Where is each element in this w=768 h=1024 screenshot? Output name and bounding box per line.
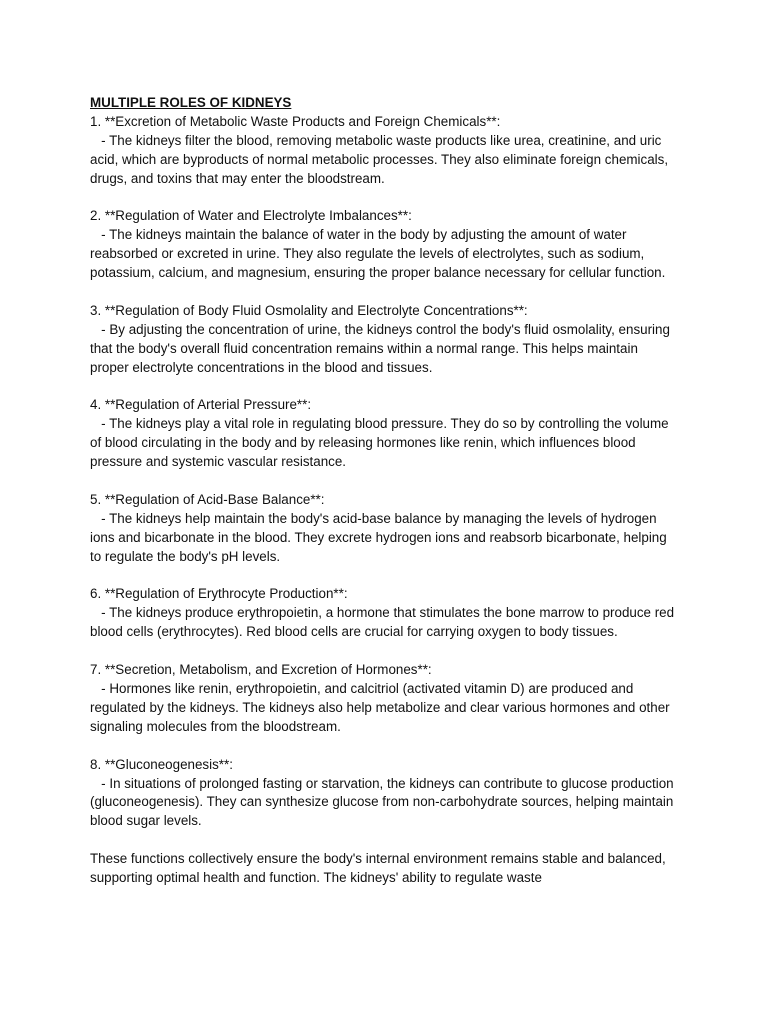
section-body: - The kidneys maintain the balance of water in the body by adjusting the amount of water reabsorbed or excreted in urine. They also regulate the levels of electrolytes, such as sodium, potassium, calcium, and magnesium, ensuring the proper balance necessary for cellular function. [90, 227, 666, 281]
section-body: - The kidneys play a vital role in regulating blood pressure. They do so by controlling the volume of blood circulating in the body and by releasing hormones like renin, which influences blood pressure and systemic vascular resistance. [90, 416, 673, 470]
section-heading: 4. **Regulation of Arterial Pressure**: [90, 397, 312, 413]
section-hormones [90, 661, 680, 737]
section-water-electrolyte [90, 207, 680, 283]
section-heading: 3. **Regulation of Body Fluid Osmolality and Electrolyte Concentrations**: [90, 302, 528, 318]
section-erythrocyte [90, 585, 680, 642]
section-arterial-pressure [90, 396, 680, 472]
section-body: - Hormones like renin, erythropoietin, and calcitriol (activated vitamin D) are produced and regulated by the kidneys. The kidneys also help metabolize and clear various hormones and other signaling molecules from the bloodstream. [90, 681, 674, 734]
section-heading: 2. **Regulation of Water and Electrolyte Imbalances**: [90, 208, 412, 224]
document-page [90, 94, 680, 888]
section-heading: 5. **Regulation of Acid-Base Balance**: [90, 491, 325, 507]
section-body: - The kidneys help maintain the body's acid-base balance by managing the levels of hydrogen ions and bicarbonate in the blood. They excrete hydrogen ions and reabsorb bicarbonate, helping to regulate the body's pH levels. [90, 510, 671, 564]
section-body: - The kidneys produce erythropoietin, a hormone that stimulates the bone marrow to produce red blood cells (erythrocytes). Red blood cells are crucial for carrying oxygen to body tissues. [90, 605, 678, 640]
section-heading: 6. **Regulation of Erythrocyte Production**: [90, 586, 348, 602]
section-acid-base [90, 491, 680, 567]
section-body: - In situations of prolonged fasting or starvation, the kidneys can contribute to glucose production (gluconeogenesis). They can synthesize glucose from non-carbohydrate sources, helping maintain blood sugar levels. [90, 775, 678, 829]
section-heading: 7. **Secretion, Metabolism, and Excretion of Hormones**: [90, 662, 432, 678]
section-excretion [90, 113, 680, 189]
section-osmolality [90, 302, 680, 378]
section-gluconeogenesis [90, 756, 680, 832]
section-heading: 8. **Gluconeogenesis**: [90, 756, 233, 772]
section-body: - The kidneys filter the blood, removing metabolic waste products like urea, creatinine, and uric acid, which are byproducts of normal metabolic processes. They also eliminate foreign chemicals, drugs, and toxins that may enter the bloodstream. [90, 132, 672, 186]
document-title: MULTIPLE ROLES OF KIDNEYS [90, 95, 292, 110]
conclusion-paragraph: These functions collectively ensure the body's internal environment remains stable and balanced, supporting optimal health and function. The kidneys' ability to regulate waste [90, 851, 670, 886]
section-body: - By adjusting the concentration of urine, the kidneys control the body's fluid osmolality, ensuring that the body's overall fluid concentration remains within a normal range. This helps maintain proper electrolyte concentrations in the blood and tissues. [90, 321, 674, 375]
section-heading: 1. **Excretion of Metabolic Waste Products and Foreign Chemicals**: [90, 113, 501, 129]
